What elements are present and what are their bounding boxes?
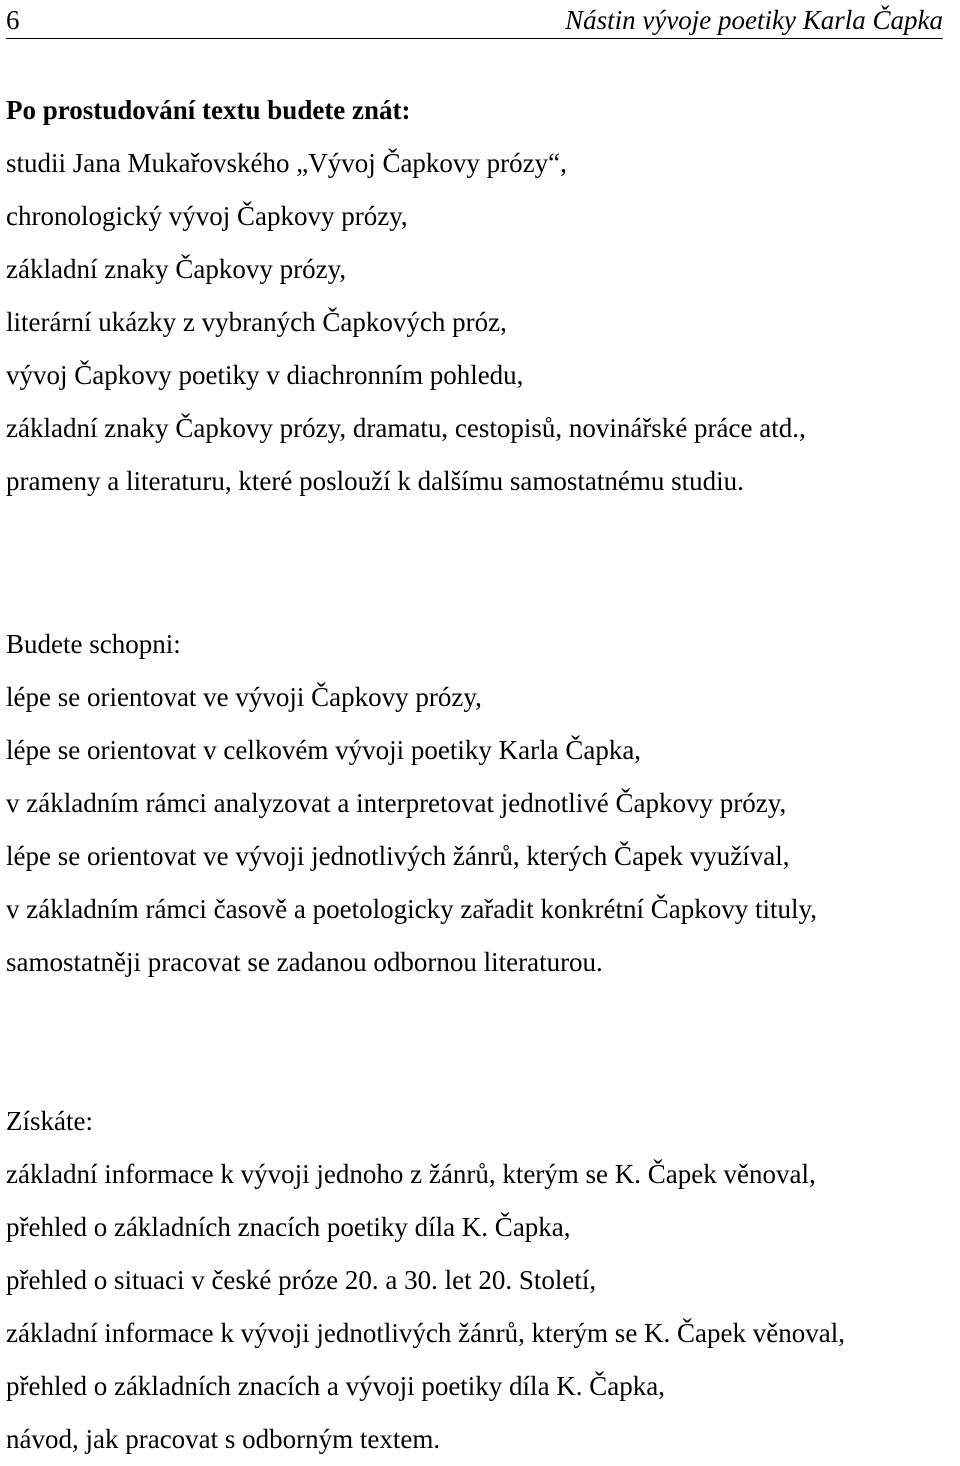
list-item: základní informace k vývoji jednotlivých žánrů, kterým se K. Čapek věnoval, [6, 1318, 845, 1348]
section-heading: Získáte: [6, 1106, 93, 1136]
list-item: chronologický vývoj Čapkovy prózy, [6, 201, 408, 231]
list-item: základní informace k vývoji jednoho z žánrů, kterým se K. Čapek věnoval, [6, 1159, 816, 1189]
list-item: přehled o situaci v české próze 20. a 30. let 20. Století, [6, 1265, 597, 1295]
page-header [6, 4, 943, 39]
list-item: literární ukázky z vybraných Čapkových próz, [6, 307, 507, 337]
list-item: samostatněji pracovat se zadanou odbornou literaturou. [6, 947, 603, 977]
section-heading: Budete schopni: [6, 629, 181, 659]
list-item: lépe se orientovat ve vývoji jednotlivých žánrů, kterých Čapek využíval, [6, 841, 790, 871]
running-title: Nástin vývoje poetiky Karla Čapka [565, 5, 943, 35]
section-heading: Po prostudování textu budete znát: [6, 95, 411, 125]
page-number: 6 [6, 5, 20, 35]
list-item: lépe se orientovat ve vývoji Čapkovy prózy, [6, 682, 482, 712]
list-item: v základním rámci analyzovat a interpretovat jednotlivé Čapkovy prózy, [6, 788, 787, 818]
section-study-outcomes [6, 84, 956, 508]
section-gains [6, 1095, 956, 1466]
section-abilities [6, 618, 956, 989]
list-item: lépe se orientovat v celkovém vývoji poetiky Karla Čapka, [6, 735, 642, 765]
list-item: přehled o základních znacích a vývoji poetiky díla K. Čapka, [6, 1371, 666, 1401]
list-item: přehled o základních znacích poetiky díla K. Čapka, [6, 1212, 571, 1242]
list-item: vývoj Čapkovy poetiky v diachronním pohledu, [6, 360, 524, 390]
list-item: základní znaky Čapkovy prózy, dramatu, cestopisů, novinářské práce atd., [6, 413, 806, 443]
list-item: prameny a literaturu, které poslouží k dalšímu samostatnému studiu. [6, 466, 744, 496]
list-item: návod, jak pracovat s odborným textem. [6, 1424, 441, 1454]
list-item: studii Jana Mukařovského „Vývoj Čapkovy prózy“, [6, 148, 567, 178]
list-item: v základním rámci časově a poetologicky zařadit konkrétní Čapkovy tituly, [6, 894, 818, 924]
list-item: základní znaky Čapkovy prózy, [6, 254, 347, 284]
